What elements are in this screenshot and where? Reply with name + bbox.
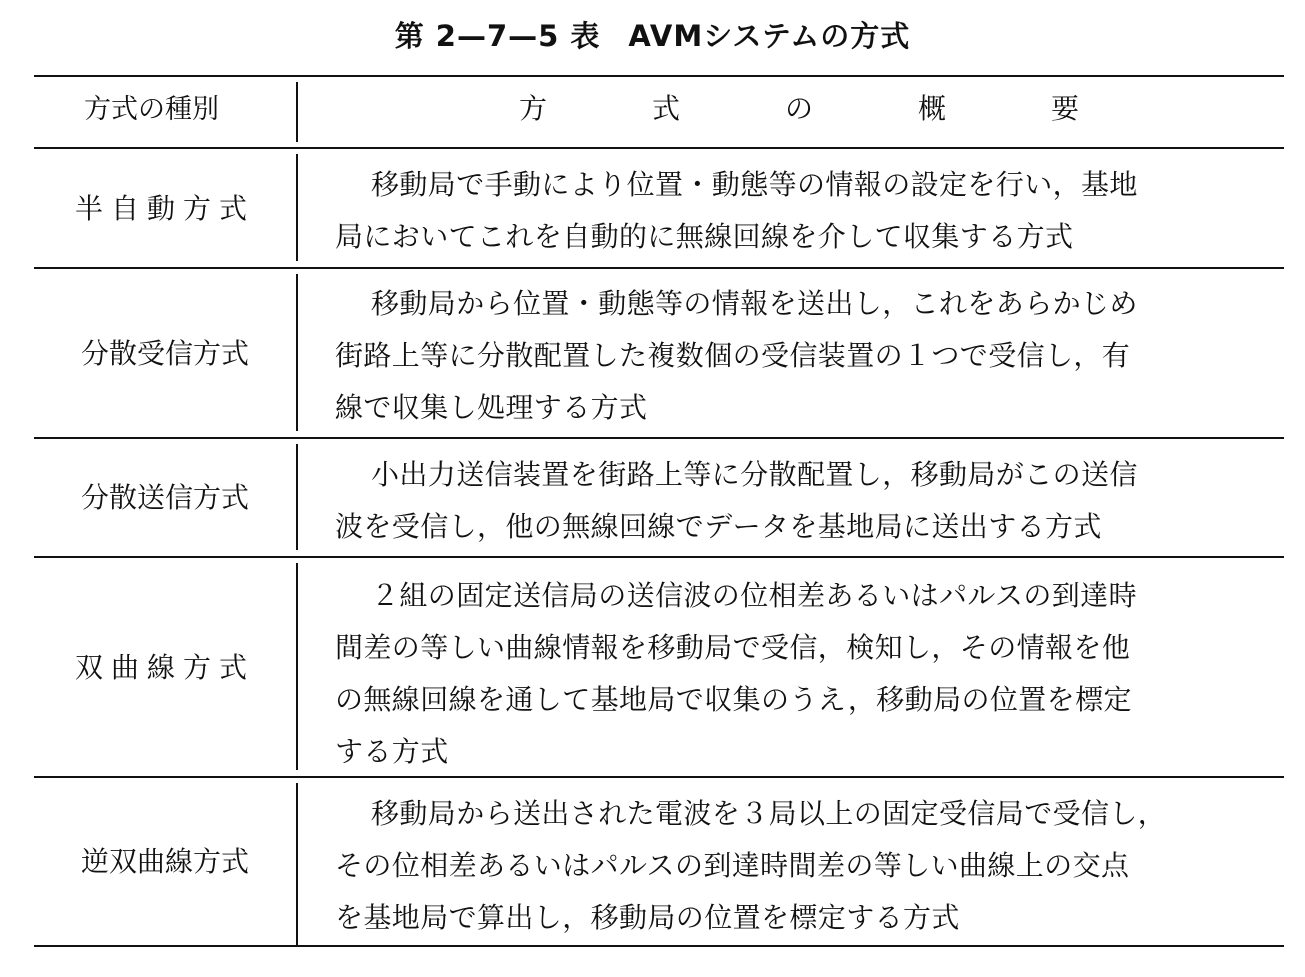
column-divider xyxy=(296,783,298,945)
bottom-rule xyxy=(34,945,1284,947)
method-description xyxy=(335,278,1270,434)
column-divider xyxy=(296,274,298,431)
description-line: 移動局から送出された電波を３局以上の固定受信局で受信し， xyxy=(371,797,1167,830)
description-line: 局においてこれを自動的に無線回線を介して収集する方式 xyxy=(335,220,1074,253)
description-line: 線で収集し処理する方式 xyxy=(335,391,648,424)
description-line: 移動局で手動により位置・動態等の情報の設定を行い，基地 xyxy=(371,168,1138,201)
description-line: 街路上等に分散配置した複数個の受信装置の１つで受信し，有 xyxy=(335,339,1131,372)
column-divider xyxy=(296,82,298,142)
column-divider xyxy=(296,444,298,550)
description-line: その位相差あるいはパルスの到達時間差の等しい曲線上の交点 xyxy=(335,849,1130,882)
overview-header-char: の xyxy=(784,92,813,125)
method-description xyxy=(335,570,1270,778)
row-divider xyxy=(34,556,1284,558)
method-description xyxy=(335,788,1270,944)
overview-header-char: 要 xyxy=(1050,92,1079,125)
description-line: 移動局から位置・動態等の情報を送出し，これをあらかじめ xyxy=(371,287,1138,320)
method-type: 半自動方式 xyxy=(74,192,255,225)
description-line: する方式 xyxy=(335,735,449,768)
table-number: 第 2—7—5 表 xyxy=(394,19,601,53)
overview-column-header xyxy=(519,92,1079,125)
description-line: 間差の等しい曲線情報を移動局で受信，検知し，その情報を他 xyxy=(335,631,1131,664)
method-type: 逆双曲線方式 xyxy=(80,845,249,878)
overview-header-char: 概 xyxy=(917,92,946,125)
table-caption: AVMシステムの方式 xyxy=(628,19,911,53)
header-rule xyxy=(34,147,1284,149)
method-type: 双曲線方式 xyxy=(74,651,255,684)
type-column-header: 方式の種別 xyxy=(84,94,219,125)
method-type: 分散送信方式 xyxy=(80,481,249,514)
overview-header-char: 式 xyxy=(651,92,680,125)
row-divider xyxy=(34,437,1284,439)
row-divider xyxy=(34,267,1284,269)
description-line: 波を受信し，他の無線回線でデータを基地局に送出する方式 xyxy=(335,510,1102,543)
method-description xyxy=(335,449,1270,553)
top-rule xyxy=(34,75,1284,77)
column-divider xyxy=(296,154,298,261)
column-divider xyxy=(296,563,298,770)
description-line: の無線回線を通して基地局で収集のうえ，移動局の位置を標定 xyxy=(335,683,1132,716)
method-description xyxy=(335,159,1270,263)
overview-header-char: 方 xyxy=(519,92,548,125)
description-line: ２組の固定送信局の送信波の位相差あるいはパルスの到達時 xyxy=(371,579,1137,612)
description-line: を基地局で算出し，移動局の位置を標定する方式 xyxy=(335,901,960,934)
method-type: 分散受信方式 xyxy=(80,337,249,370)
table-title xyxy=(0,14,1305,55)
description-line: 小出力送信装置を街路上等に分散配置し，移動局がこの送信 xyxy=(371,458,1138,491)
